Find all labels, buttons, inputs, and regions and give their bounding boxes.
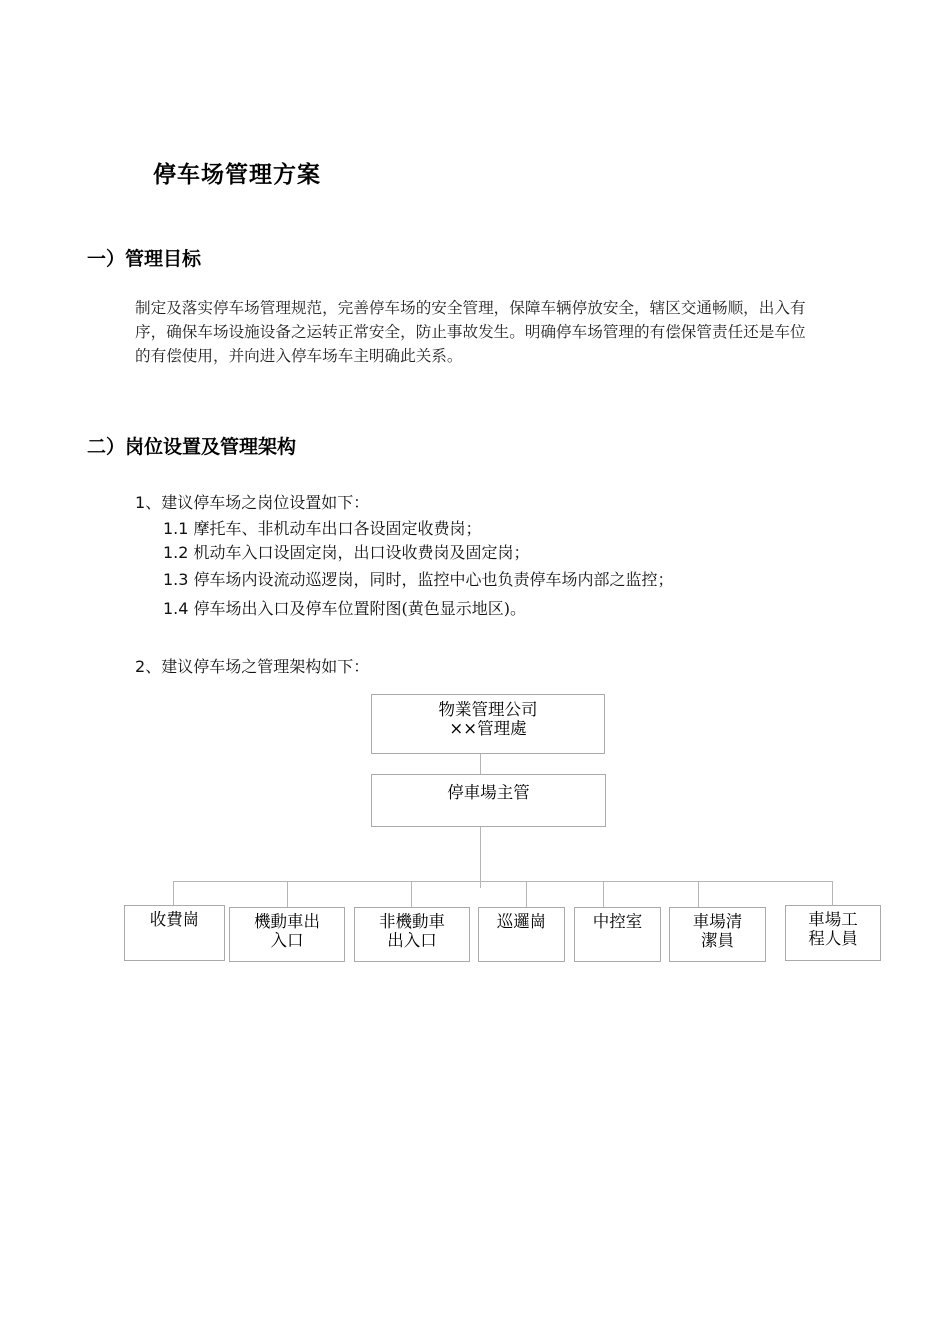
org-box-label: 機動車出 — [254, 912, 320, 931]
list-item-number: 2 — [135, 657, 146, 676]
org-box-label: 中控室 — [592, 912, 643, 931]
org-box-engineering-staff — [785, 905, 881, 961]
org-box-label: 車場清 — [692, 912, 743, 931]
section-heading-structure: 二）岗位设置及管理架构 — [87, 436, 297, 458]
org-box-toll-post — [124, 905, 225, 961]
connector-drop — [411, 881, 412, 907]
org-box-label: 車場工 — [808, 910, 858, 929]
list-item-text: 、建议停车场之岗位设置如下： — [145, 493, 370, 512]
document-title: 停车场管理方案 — [153, 162, 321, 188]
goals-paragraph: 制定及落实停车场管理规范，完善停车场的安全管理，保障车辆停放安全，辖区交通畅顺，出入有序，确保车场设施设备之运转正常安全，防止事故发生。明确停车场管理的有偿保管责任还是车位的有偿使用，并向进入停车场车主明确此关系。 — [135, 299, 806, 365]
org-box-label: 巡邏崗 — [496, 912, 547, 931]
sub-item-number: 1.1 — [163, 519, 189, 538]
connector-drop — [526, 881, 527, 907]
connector-drop — [287, 881, 288, 907]
org-box-label: 物業管理公司 — [438, 700, 538, 719]
section-heading-goals: 一）管理目标 — [87, 248, 202, 270]
list-item-2 — [135, 654, 369, 677]
org-box-label: 出入口 — [387, 931, 437, 950]
connector-drop — [698, 881, 699, 907]
org-box-manager — [371, 774, 606, 827]
sub-item-1-4 — [163, 596, 526, 619]
sub-item-text: 停车场出入口及停车位置附图(黄色显示地区)。 — [188, 599, 527, 618]
org-box-control-room — [574, 907, 661, 962]
org-box-label: 非機動車 — [379, 912, 445, 931]
org-box-cleaning-staff — [669, 907, 766, 962]
sub-item-number: 1.4 — [163, 599, 189, 618]
org-box-non-motor-gate — [354, 907, 470, 962]
org-box-label: 收費崗 — [149, 910, 200, 929]
sub-item-text: 停车场内设流动巡逻岗，同时，监控中心也负责停车场内部之监控； — [188, 570, 674, 589]
org-box-motor-vehicle-gate — [229, 907, 345, 962]
list-item-text: 、建议停车场之管理架构如下： — [145, 657, 370, 676]
connector-horizontal-bus — [173, 881, 833, 882]
connector-drop — [173, 881, 174, 905]
org-box-company — [371, 694, 605, 754]
sub-item-number: 1.2 — [163, 543, 189, 562]
sub-item-1-2 — [163, 540, 530, 563]
org-box-patrol-post — [478, 907, 565, 962]
sub-item-number: 1.3 — [163, 570, 189, 589]
org-box-label: ××管理處 — [449, 719, 527, 738]
org-box-label: 程人員 — [808, 929, 858, 948]
sub-item-1-3 — [163, 567, 674, 590]
sub-item-1-1 — [163, 516, 482, 539]
list-item-number: 1 — [135, 493, 146, 512]
org-box-label: 入口 — [270, 931, 304, 950]
connector-drop — [832, 881, 833, 905]
sub-item-text: 机动车入口设固定岗，出口设收费岗及固定岗； — [188, 543, 530, 562]
sub-item-text: 摩托车、非机动车出口各设固定收费岗； — [188, 519, 482, 538]
connector-drop — [603, 881, 604, 907]
connector-top-manager — [480, 753, 481, 774]
list-item-1 — [135, 490, 369, 513]
connector-manager-bus — [480, 826, 481, 888]
org-box-label: 停車場主管 — [447, 783, 530, 802]
org-box-label: 潔員 — [701, 931, 734, 950]
